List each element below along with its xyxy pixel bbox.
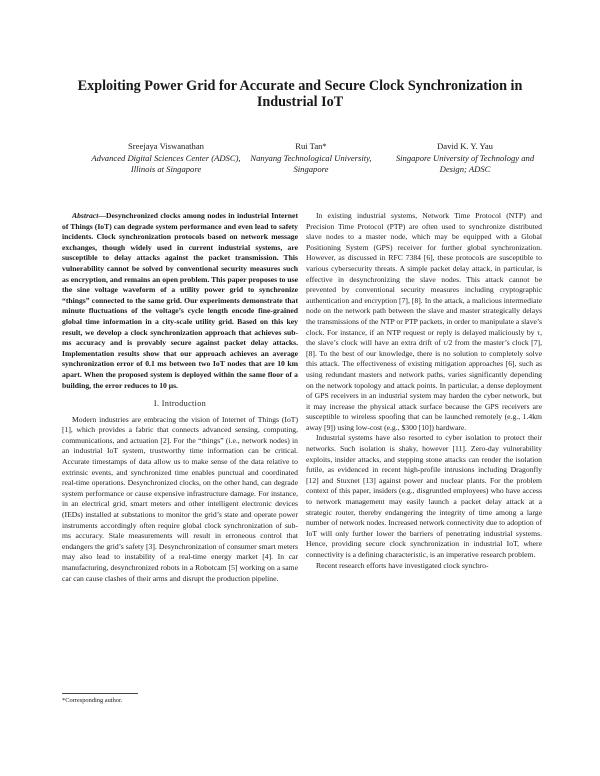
author-name: David K. Y. Yau xyxy=(437,141,493,151)
author-block-2 xyxy=(244,141,378,176)
author-name: Rui Tan* xyxy=(295,141,327,151)
body-paragraph: In existing industrial systems, Network Time Protocol (NTP) and Precision Time Protocol (PTP) are often used to synchronize distributed slave nodes to a master node, which may be equipped with a Global Positioning System (GPS) receiver for further global synchronization. However, as discussed in RFC 7384 [6], these protocols are susceptible to various cybersecurity threats. A simple packet delay attack, in particular, is effective in desynchronizing the slave nodes. This attack cannot be prevented by conventional security measures including cryptographic authentication and encryption [7], [8]. In the attack, a malicious intermediate node on the network path between the slave and master strategically delays the transmissions of the NTP or PTP packets, in order to manipulate a slave’s clock. For instance, if an NTP request or reply is delayed maliciously by τ, the slave’s clock will have an extra drift of τ/2 from the master’s clock [7], [8]. To the best of our knowledge, there is no solution to completely solve this attack. The effectiveness of existing mitigation approaches [6], such as using redundant masters and network paths, varies significantly depending on the network topology and attack points. In particular, a dense deployment of GPS receivers in an industrial system may harden the cyber network, but it may increase the physical attack surface because the GPS receivers are susceptible to wireless spoofing that can be launched remotely (e.g., 1.4km away [9]) using low-cost (e.g., $300 [10]) hardware. xyxy=(306,211,542,432)
author-affiliation: Nanyang Technological University, Singapore xyxy=(250,152,372,175)
abstract-lead: Abstract xyxy=(72,211,99,220)
body-paragraph: Modern industries are embracing the vision of Internet of Things (IoT) [1], which provides a fabric that connects advanced sensing, computing, communications, and actuation [2]. For the “things” (i.e., network nodes) in an industrial IoT system, trustworthy time information can be critical. Accurate timestamps of data allow us to make sense of the data relative to extrinsic events, and synchronized time enables punctual and coordinated real-time operations. Desynchronized clocks, on the other hand, can degrade system performance or cause expensive infrastructure damage. For instance, in an electrical grid, smart meters and other intelligent electronic devices (IEDs) installed at substations to monitor the grid’s state and operate power instruments accordingly often require global clock synchronization of sub-ms accuracy. Stale measurements will result in erroneous control that endangers the grid’s safety [3]. Desynchronization of consumer smart meters may also lead to instability of a real-time energy market [4]. In car manufacturing, desynchronized robots in a Robotcam [5] working on a same car can cause clashes of their arms and disrupt the production pipeline. xyxy=(62,414,298,583)
author-name: Sreejaya Viswanathan xyxy=(128,141,204,151)
author-affiliation: Singapore University of Technology and Design; ADSC xyxy=(395,152,535,175)
paper-title: Exploiting Power Grid for Accurate and Secure Clock Synchronization in Industrial IoT xyxy=(77,78,523,110)
author-affiliation: Advanced Digital Sciences Center (ADSC), Illinois at Singapore xyxy=(91,152,241,175)
right-column xyxy=(306,211,542,571)
abstract-text: —Desynchronized clocks among nodes in industrial Internet of Things (IoT) can degrade system performance and even lead to safety incidents. Clock synchronization protocols based on network message exchanges, though widely used in current industrial systems, are susceptible to delay attacks against the packet transmission. This vulnerability cannot be solved by conventional security measures such as encryption, and remains an open problem. This paper proposes to use the sine voltage waveform of a utility power grid to synchronize “things” connected to the same grid. Our experiments demonstrate that minute fluctuations of the voltage’s cycle length encode fine-grained global time information in a city-scale utility grid. Based on this key result, we develop a clock synchronization approach that achieves sub-ms accuracy and is provably secure against packet delay attacks. Implementation results show that our approach achieves an average synchronization error of 0.1 ms between two IoT nodes that are 10 km apart. When the proposed system is deployed within the same floor of a building, the error reduces to 10 μs. xyxy=(62,211,298,390)
left-column xyxy=(62,211,298,584)
footnote: *Corresponding author. xyxy=(62,697,123,704)
section-heading: I. Introduction xyxy=(153,399,207,409)
body-paragraph: Industrial systems have also resorted to cyber isolation to protect their networks. Such isolation is shaky, however [11]. Zero-day vulnerability exploits, insider attacks, and stepping stone attacks can render the isolation futile, as evidenced in recent high-profile intrusions including Dragonfly [12] and Stuxnet [13] against power and nuclear plants. For the problem context of this paper, insiders (e.g., disgruntled employees) who have access to network management may easily launch a packet delay attack at a strategic router, thereby endangering the integrity of time among a large number of network nodes. Increased network connectivity due to adoption of IoT will only further lower the barriers of penetrating industrial systems. Hence, providing secure clock synchronization in industrial IoT, where connectivity is a defining characteristic, is an imperative research problem. xyxy=(306,433,542,559)
abstract xyxy=(62,211,298,391)
body-paragraph: Recent research efforts have investigated clock synchro- xyxy=(316,560,489,570)
footnote-divider xyxy=(62,693,138,694)
author-block-3 xyxy=(390,141,540,176)
author-block-1 xyxy=(80,141,252,176)
